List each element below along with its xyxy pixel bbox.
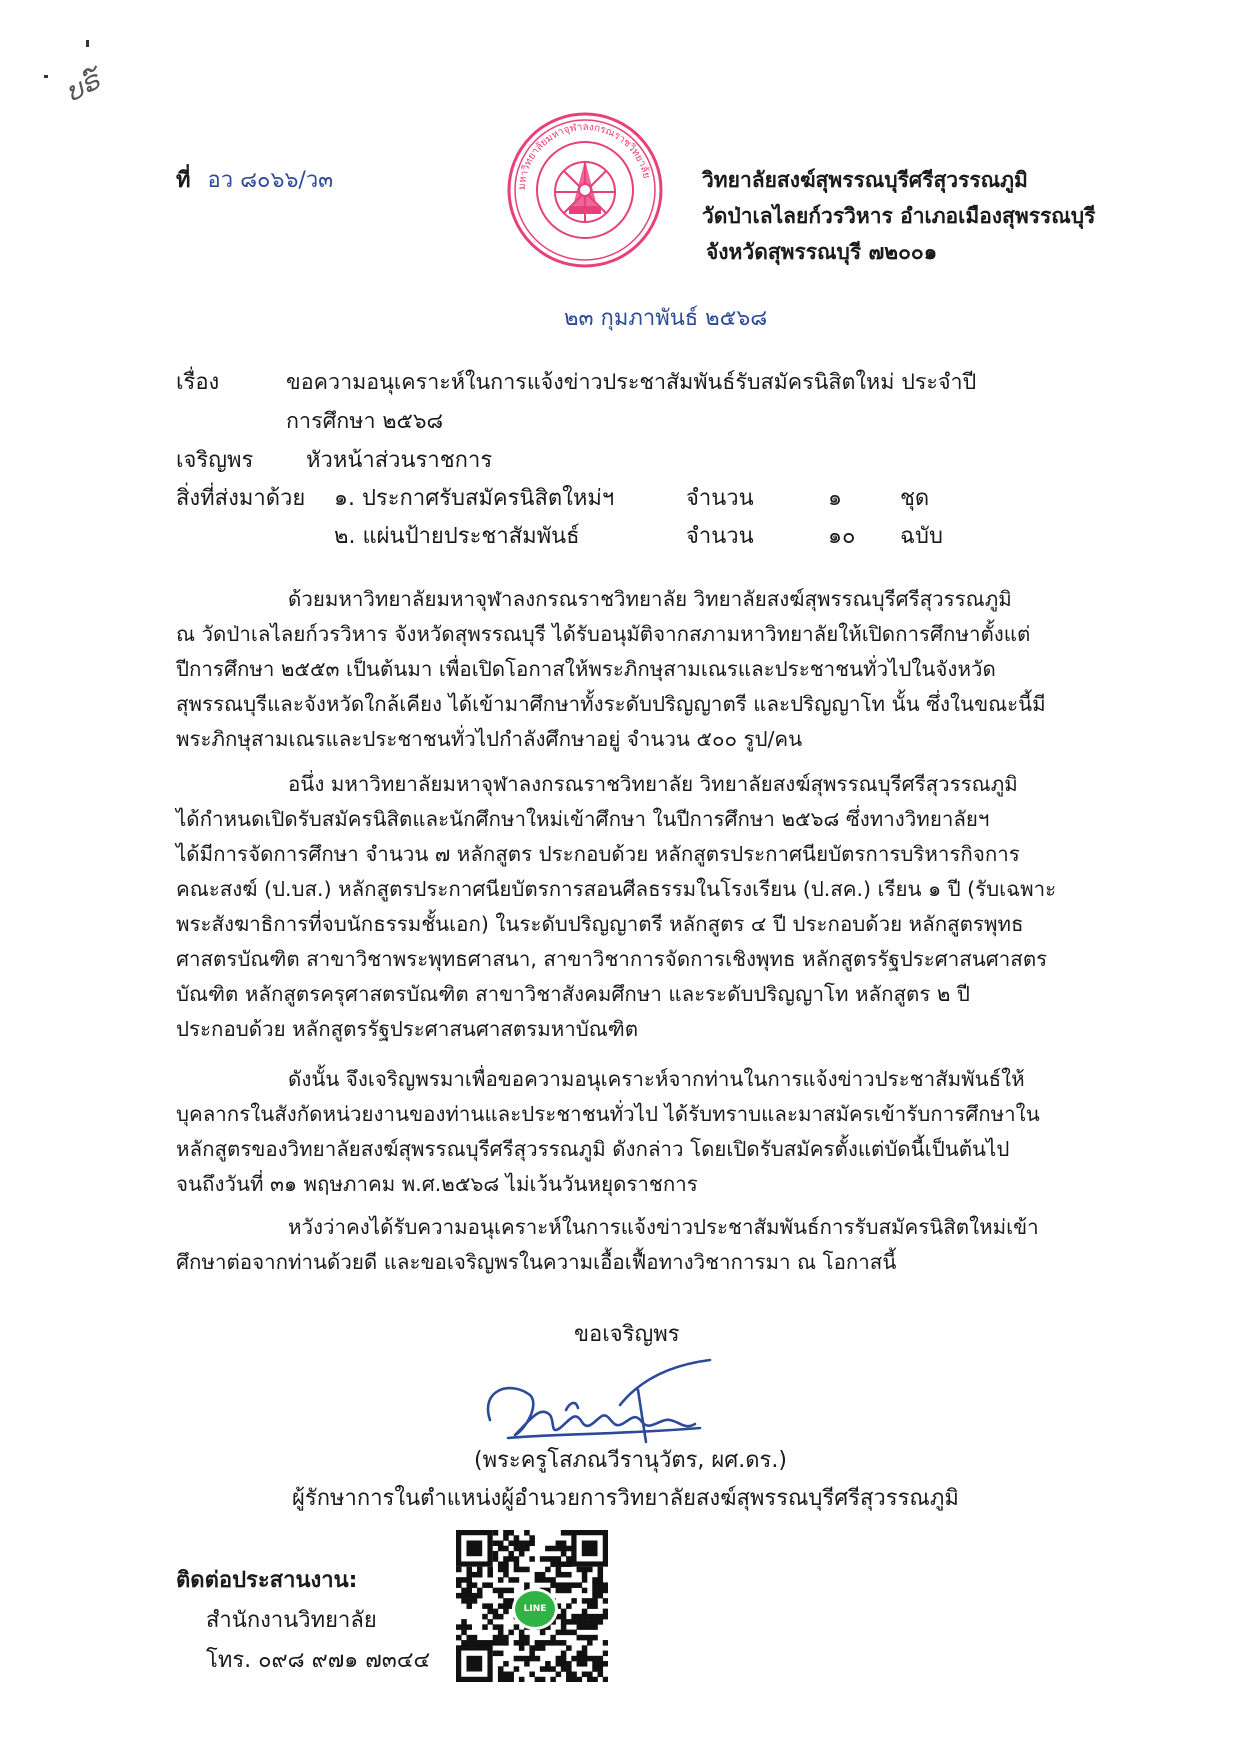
recipient-label: เจริญพร (176, 448, 254, 473)
body-paragraph-1 (176, 582, 1086, 757)
body-line: ด้วยมหาวิทยาลัยมหาจุฬาลงกรณราชวิทยาลัย วิทยาลัยสงฆ์สุพรรณบุรีศรีสุวรรณภูมิ (288, 587, 1012, 611)
seal-icon (505, 110, 665, 270)
recipient-value: หัวหน้าส่วนราชการ (306, 448, 493, 473)
body-line: ดังนั้น จึงเจริญพรมาเพื่อขอความอนุเคราะห์จากท่านในการแจ้งข่าวประชาสัมพันธ์ให้ (288, 1067, 1025, 1091)
doc-number-label: ที่ (176, 168, 191, 193)
body-line: พระภิกษุสามเณรและประชาชนทั่วไปกำลังศึกษาอยู่ จำนวน ๕๐๐ รูป/คน (176, 727, 803, 751)
body-line: หลักสูตรของวิทยาลัยสงฆ์สุพรรณบุรีศรีสุวรรณภูมิ ดังกล่าว โดยเปิดรับสมัครตั้งแต่บัดนี้เป็นต้นไป (176, 1137, 1010, 1161)
signer-position: ผู้รักษาการในตำแหน่งผู้อำนวยการวิทยาลัยสงฆ์สุพรรณบุรีศรีสุวรรณภูมิ (292, 1486, 959, 1511)
closing: ขอเจริญพร (574, 1322, 680, 1347)
enclosure-item-2-name: ๒. แผ่นป้ายประชาสัมพันธ์ (334, 524, 580, 549)
body-line: ปีการศึกษา ๒๕๕๓ เป็นต้นมา เพื่อเปิดโอกาสให้พระภิกษุสามเณรและประชาชนทั่วไปในจังหวัด (176, 657, 996, 681)
enclosure-item-2-unit: ฉบับ (900, 524, 943, 549)
body-paragraph-4 (176, 1210, 1086, 1280)
subject-label: เรื่อง (176, 370, 220, 395)
sender-address (702, 162, 1095, 270)
body-line: บุคลากรในสังกัดหน่วยงานของท่านและประชาชนทั่วไป ได้รับทราบและมาสมัครเข้ารับการศึกษาใน (176, 1102, 1040, 1126)
body-line: ประกอบด้วย หลักสูตรรัฐประศาสนศาสตรมหาบัณฑิต (176, 1017, 639, 1041)
address-line-college: วิทยาลัยสงฆ์สุพรรณบุรีศรีสุวรรณภูมิ (702, 168, 1028, 192)
subject-line-1: ขอความอนุเคราะห์ในการแจ้งข่าวประชาสัมพันธ์รับสมัครนิสิตใหม่ ประจำปี (286, 370, 977, 395)
enclosure-item-1-name: ๑. ประกาศรับสมัครนิสิตใหม่ฯ (334, 486, 615, 511)
enclosure-item-1-unit: ชุด (900, 486, 930, 511)
line-badge (512, 1588, 558, 1630)
body-line: จนถึงวันที่ ๓๑ พฤษภาคม พ.ศ.๒๕๖๘ ไม่เว้นวันหยุดราชการ (176, 1172, 698, 1196)
signer-name: (พระครูโสภณวีรานุวัตร, ผศ.ดร.) (474, 1448, 787, 1473)
body-line: หวังว่าคงได้รับความอนุเคราะห์ในการแจ้งข่าวประชาสัมพันธ์การรับสมัครนิสิตใหม่เข้า (288, 1215, 1039, 1239)
doc-number-value: อว ๘๐๖๖/ว๓ (207, 168, 334, 193)
body-paragraph-2 (176, 767, 1086, 1047)
body-paragraph-3 (176, 1062, 1086, 1202)
subject-line-2: การศึกษา ๒๕๖๘ (286, 409, 444, 434)
enclosure-item-1-qty-label: จำนวน (686, 486, 754, 511)
enclosure-item-1-qty: ๑ (828, 486, 842, 511)
body-line: ได้มีการจัดการศึกษา จำนวน ๗ หลักสูตร ประกอบด้วย หลักสูตรประกาศนียบัตรการบริหารกิจการ (176, 842, 1020, 866)
body-line: ณ วัดป่าเลไลยก์วรวิหาร จังหวัดสุพรรณบุรี ได้รับอนุมัติจากสภามหาวิทยาลัยให้เปิดการศึกษาตั้งแต่ (176, 622, 1031, 646)
body-line: พระสังฆาธิการที่จบนักธรรมชั้นเอก) ในระดับปริญญาตรี หลักสูตร ๔ ปี ประกอบด้วย หลักสูตรพุทธ (176, 912, 1024, 936)
address-line-province: จังหวัดสุพรรณบุรี ๗๒๐๐๑ (706, 240, 938, 264)
contact-phone: โทร. ๐๙๘ ๙๗๑ ๗๓๔๔ (206, 1648, 431, 1673)
body-line: ได้กำหนดเปิดรับสมัครนิสิตและนักศึกษาใหม่เข้าศึกษา ในปีการศึกษา ๒๕๖๘ ซึ่งทางวิทยาลัยฯ (176, 807, 990, 831)
enclosure-item-2-qty-label: จำนวน (686, 524, 754, 549)
body-line: สุพรรณบุรีและจังหวัดใกล้เคียง ได้เข้ามาศึกษาทั้งระดับปริญญาตรี และปริญญาโท นั้น ซึ่งในขณะนี้มี (176, 692, 1046, 716)
address-line-temple: วัดป่าเลไลยก์วรวิหาร อำเภอเมืองสุพรรณบุรี (702, 204, 1096, 228)
body-line: ศาสตรบัณฑิต สาขาวิชาพระพุทธศาสนา, สาขาวิชาการจัดการเชิงพุทธ หลักสูตรรัฐประศาสนศาสตร (176, 947, 1048, 971)
body-line: ศึกษาต่อจากท่านด้วยดี และขอเจริญพรในความเอื้อเฟื้อทางวิชาการมา ณ โอกาสนี้ (176, 1250, 897, 1274)
seal-text: มหาวิทยาลัยมหาจุฬาลงกรณราชวิทยาลัย (516, 121, 652, 191)
doc-number (176, 164, 333, 198)
contact-heading: ติดต่อประสานงาน: (176, 1568, 358, 1593)
enclosure-item-2-qty: ๑๐ (828, 524, 856, 549)
pen-mark (44, 75, 48, 78)
body-line: คณะสงฆ์ (ป.บส.) หลักสูตรประกาศนียบัตรการสอนศีลธรรมในโรงเรียน (ป.สค.) เรียน ๑ ปี (รับเฉพาะ (176, 877, 1057, 901)
handwritten-note: ບຣ໌ (60, 65, 106, 109)
college-seal (505, 110, 665, 270)
document-date: ๒๓ กุมภาพันธ์ ๒๕๖๘ (564, 306, 768, 331)
line-badge-label: LINE (523, 1604, 547, 1614)
body-line: อนึ่ง มหาวิทยาลัยมหาจุฬาลงกรณราชวิทยาลัย วิทยาลัยสงฆ์สุพรรณบุรีศรีสุวรรณภูมิ (288, 772, 1018, 796)
enclosures-label: สิ่งที่ส่งมาด้วย (176, 486, 306, 511)
contact-office: สำนักงานวิทยาลัย (206, 1608, 377, 1633)
body-line: บัณฑิต หลักสูตรครุศาสตรบัณฑิต สาขาวิชาสังคมศึกษา และระดับปริญญาโท หลักสูตร ๒ ปี (176, 982, 970, 1006)
pen-mark (86, 40, 89, 47)
line-qr-code (456, 1530, 608, 1682)
